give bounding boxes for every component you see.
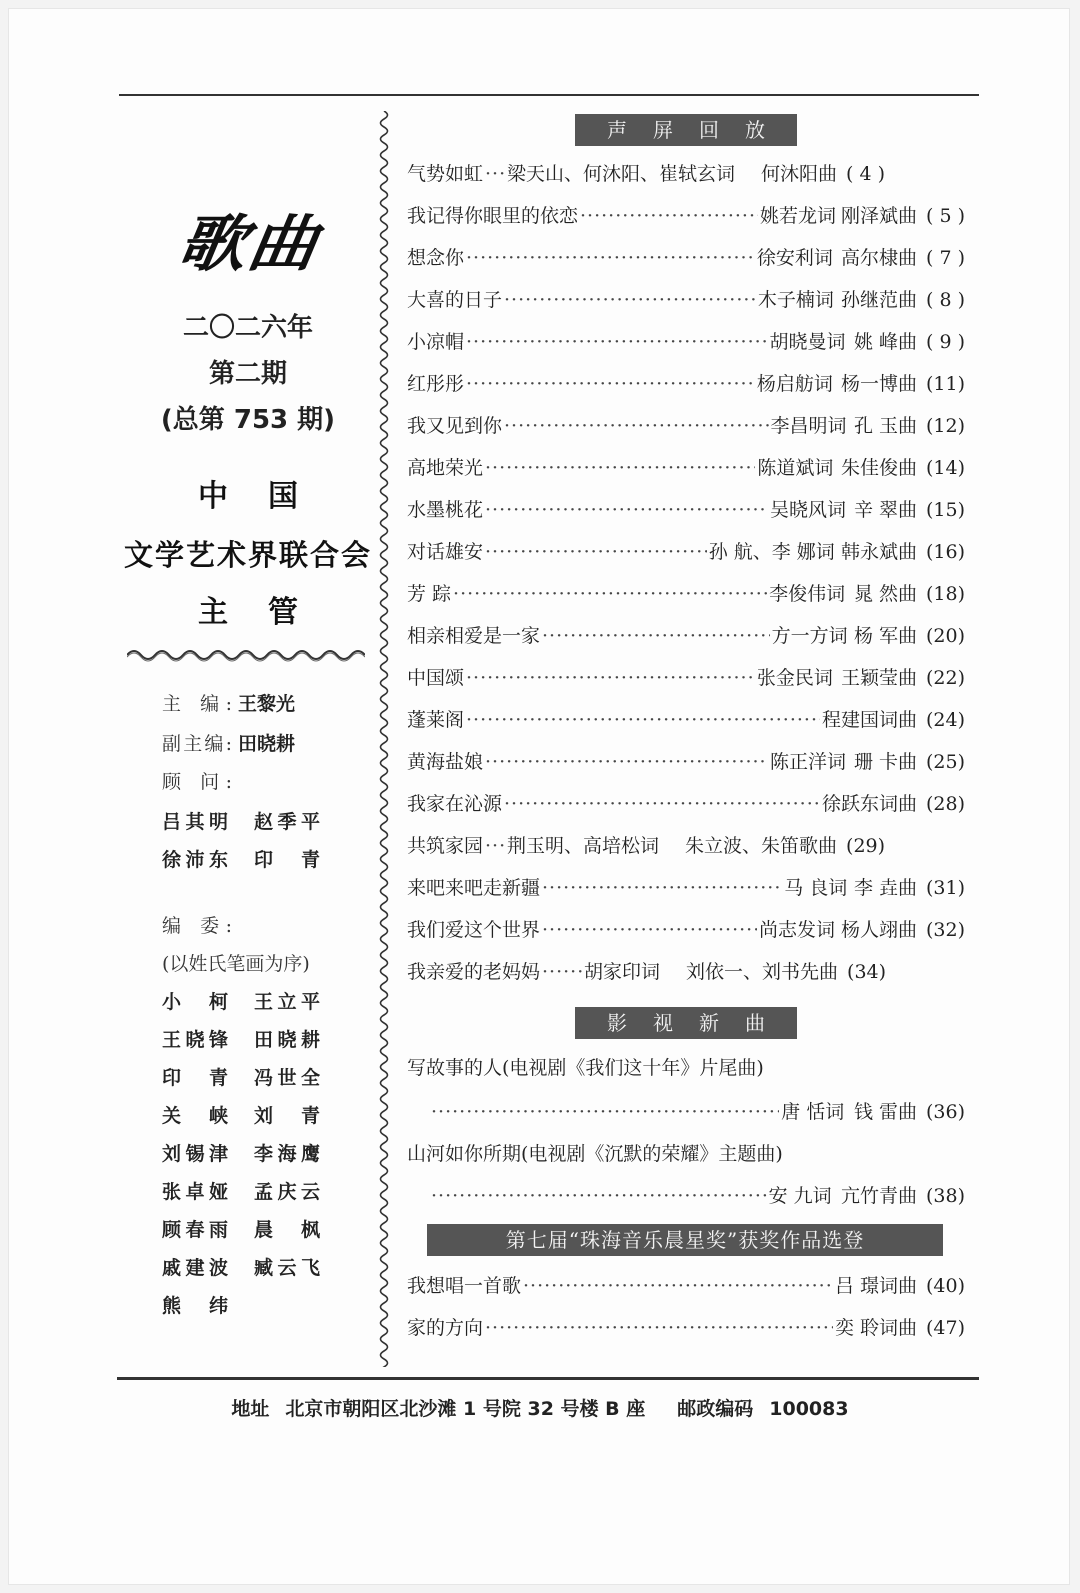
lyricist: 徐安利词 — [756, 247, 833, 269]
advisor-name: 吕其明 — [162, 811, 228, 833]
lyricist: 孙 航、李 娜词 — [708, 541, 835, 563]
toc-entry[interactable] — [407, 369, 965, 399]
composer: 杨一博曲 — [840, 373, 917, 395]
vertical-wave-divider — [377, 111, 391, 1367]
composer: 吕 璟词曲 — [834, 1275, 917, 1297]
dot-leader — [580, 201, 758, 231]
issue-year: 二〇二六年 — [182, 313, 313, 343]
toc-entry[interactable] — [407, 747, 965, 777]
toc-entry[interactable] — [407, 579, 965, 609]
page-number: (16) — [925, 541, 965, 563]
toc-entry[interactable] — [407, 411, 965, 441]
advisor-pair — [162, 807, 320, 834]
song-title[interactable]: 山河如你所期(电视剧《沉默的荣耀》主题曲) — [407, 1143, 783, 1165]
toc-entry[interactable] — [407, 285, 965, 315]
composer: 杨 军曲 — [853, 625, 917, 647]
composer: 晁 然曲 — [853, 583, 917, 605]
page-number: (32) — [925, 919, 965, 941]
dot-leader — [485, 537, 707, 567]
composer: 辛 翠曲 — [853, 499, 917, 521]
committee-pair — [162, 1101, 320, 1128]
committee-pair — [162, 1291, 228, 1318]
toc-entry[interactable] — [407, 243, 965, 273]
address-label: 地址 — [231, 1398, 270, 1420]
committee-pair — [162, 1139, 320, 1166]
postcode-label: 邮政编码 — [677, 1398, 754, 1420]
page-number: (36) — [925, 1101, 965, 1123]
sponsor-line-2: 文学艺术界联合会 — [123, 538, 372, 572]
composer: 亢竹青曲 — [840, 1185, 917, 1207]
dot-leader — [542, 915, 757, 945]
committee-line — [162, 911, 232, 938]
committee-pair — [162, 1253, 320, 1280]
lyricist: 梁天山、何沐阳、崔轼玄词 — [507, 163, 736, 185]
advisors-role: 顾 问: — [162, 771, 232, 793]
lyricist: 杨启舫词 — [756, 373, 833, 395]
composer: 奕 聆词曲 — [834, 1317, 917, 1339]
composer: 钱 雷曲 — [853, 1101, 917, 1123]
toc-entry[interactable] — [407, 1097, 965, 1127]
advisor-pair — [162, 845, 320, 872]
song-title: 小凉帽 — [407, 331, 465, 353]
committee-role: 编 委: — [162, 915, 232, 937]
issue-number: 第二期 — [208, 359, 287, 389]
page-number: (24) — [925, 709, 965, 731]
song-title: 想念你 — [407, 247, 465, 269]
committee-name: 孟庆云 — [254, 1181, 320, 1203]
committee-name: 刘锡津 — [162, 1143, 228, 1165]
toc-entry[interactable] — [407, 621, 965, 651]
toc-entry[interactable] — [407, 1313, 965, 1343]
lyricist: 荆玉明、高培松词 — [507, 835, 660, 857]
committee-name: 熊 纬 — [162, 1295, 228, 1317]
dot-leader — [466, 327, 767, 357]
composer: 何沐阳曲 — [761, 163, 838, 185]
committee-name: 晨 枫 — [254, 1219, 320, 1241]
dot-leader — [466, 663, 755, 693]
issue-total: (总第 753 期) — [160, 405, 336, 435]
composer: 杨人翊曲 — [840, 919, 917, 941]
dot-leader — [485, 159, 505, 189]
committee-pair — [162, 1063, 320, 1090]
toc-entry[interactable] — [407, 537, 965, 567]
composer: 珊 卡曲 — [853, 751, 917, 773]
committee-name: 王晓锋 — [162, 1029, 228, 1051]
toc-entry[interactable] — [407, 957, 965, 987]
page-number: (22) — [925, 667, 965, 689]
toc-page — [8, 8, 1070, 1585]
composer: 韩永斌曲 — [840, 541, 917, 563]
committee-name: 刘 青 — [254, 1105, 320, 1127]
composer: 徐跃东词曲 — [821, 793, 917, 815]
toc-entry[interactable] — [407, 663, 965, 693]
composer: 刘依一、刘书先曲 — [686, 961, 839, 983]
page-number: (20) — [925, 625, 965, 647]
page-number: (14) — [925, 457, 965, 479]
committee-name: 李海鹰 — [254, 1143, 320, 1165]
section-header: 第七届“珠海音乐晨星奖”获奖作品选登 — [427, 1224, 943, 1256]
committee-pair — [162, 1025, 320, 1052]
committee-name: 戚建波 — [162, 1257, 228, 1279]
dot-leader — [485, 453, 755, 483]
lyricist: 尚志发词 — [758, 919, 835, 941]
dot-leader — [523, 1271, 833, 1301]
top-rule — [119, 94, 979, 96]
song-title: 我记得你眼里的依恋 — [407, 205, 579, 227]
chief-editor-name: 王黎光 — [238, 693, 296, 715]
composer: 李 垚曲 — [853, 877, 917, 899]
committee-name: 顾春雨 — [162, 1219, 228, 1241]
song-title: 芳 踪 — [407, 583, 452, 605]
committee-name: 张卓娅 — [162, 1181, 228, 1203]
page-number: (11) — [925, 373, 965, 395]
dot-leader — [504, 411, 769, 441]
song-title: 大喜的日子 — [407, 289, 503, 311]
page-number: ( 4 ) — [846, 163, 886, 185]
lyricist: 李昌明词 — [770, 415, 847, 437]
committee-note: (以姓氏笔画为序) — [162, 953, 310, 975]
section-header: 声屏回放 — [575, 114, 797, 146]
sponsor-line-1: 中国 — [198, 479, 338, 514]
committee-pair — [162, 1215, 320, 1242]
toc-entry[interactable] — [407, 873, 965, 903]
toc-entry[interactable] — [407, 327, 965, 357]
song-title: 对话雄安 — [407, 541, 484, 563]
dot-leader — [485, 747, 768, 777]
toc-entry[interactable] — [407, 1181, 965, 1211]
song-title: 我们爱这个世界 — [407, 919, 541, 941]
committee-name: 田晓耕 — [254, 1029, 320, 1051]
song-title: 家的方向 — [407, 1317, 484, 1339]
committee-name: 印 青 — [162, 1067, 228, 1089]
dot-leader — [431, 1181, 767, 1211]
page-number: ( 7 ) — [926, 247, 965, 269]
lyricist: 安 九词 — [768, 1185, 832, 1207]
toc-entry[interactable] — [407, 915, 965, 945]
lyricist: 唐 恬词 — [781, 1101, 845, 1123]
song-title: 气势如虹 — [407, 163, 484, 185]
chief-editor-role: 主 编: — [162, 693, 232, 715]
song-title: 我又见到你 — [407, 415, 503, 437]
page-number: (25) — [925, 751, 965, 773]
page-number: (18) — [925, 583, 965, 605]
dot-leader — [485, 831, 505, 861]
song-title: 我亲爱的老妈妈 — [407, 961, 541, 983]
lyricist: 张金民词 — [756, 667, 833, 689]
composer: 朱立波、朱笛歌曲 — [685, 835, 838, 857]
dot-leader — [504, 285, 756, 315]
composer: 刚泽斌曲 — [840, 205, 917, 227]
advisor-name: 徐沛东 — [162, 849, 228, 871]
chief-editor-line — [162, 689, 295, 716]
page-number: ( 9 ) — [926, 331, 965, 353]
toc-entry[interactable] — [407, 1271, 965, 1301]
dot-leader — [485, 495, 768, 525]
toc-entry[interactable] — [407, 831, 965, 861]
advisor-name: 赵季平 — [254, 811, 320, 833]
song-title: 黄海盐娘 — [407, 751, 484, 773]
toc-entry[interactable] — [407, 495, 965, 525]
page-number: (34) — [847, 961, 887, 983]
dot-leader — [542, 873, 782, 903]
dot-leader — [542, 621, 770, 651]
sponsor-line-3: 主管 — [198, 595, 338, 630]
deputy-editor-role: 副主编: — [162, 733, 232, 755]
footer-address — [9, 1394, 1071, 1421]
deputy-editor-line — [162, 729, 295, 756]
committee-pair — [162, 1177, 320, 1204]
lyricist: 方一方词 — [771, 625, 848, 647]
lyricist: 胡晓曼词 — [769, 331, 846, 353]
committee-name: 冯世全 — [254, 1067, 320, 1089]
lyricist: 吴晓风词 — [770, 499, 847, 521]
page-number: (47) — [925, 1317, 965, 1339]
toc-entry[interactable] — [407, 201, 965, 231]
composer: 孙继范曲 — [840, 289, 917, 311]
wave-ornament — [127, 647, 365, 663]
song-title: 共筑家园 — [407, 835, 484, 857]
lyricist: 陈道斌词 — [757, 457, 834, 479]
section-header: 影视新曲 — [575, 1007, 797, 1039]
deputy-editor-name: 田晓耕 — [238, 733, 296, 755]
bottom-rule — [117, 1377, 979, 1380]
song-title[interactable]: 写故事的人(电视剧《我们这十年》片尾曲) — [407, 1057, 764, 1079]
song-title: 红彤彤 — [407, 373, 465, 395]
committee-name: 王立平 — [254, 991, 320, 1013]
page-number: (15) — [925, 499, 965, 521]
committee-pair — [162, 987, 320, 1014]
toc-entry[interactable] — [407, 159, 965, 189]
page-number: (31) — [925, 877, 965, 899]
toc-entry[interactable] — [407, 453, 965, 483]
dot-leader — [431, 1097, 779, 1127]
lyricist: 姚若龙词 — [759, 205, 836, 227]
address-text: 北京市朝阳区北沙滩 1 号院 32 号楼 B 座 — [285, 1398, 646, 1420]
song-title: 我家在沁源 — [407, 793, 503, 815]
page-number: (40) — [925, 1275, 965, 1297]
magazine-title: 歌曲 — [173, 208, 324, 281]
postcode-value: 100083 — [769, 1398, 849, 1420]
toc-entry[interactable] — [407, 789, 965, 819]
dot-leader — [453, 579, 767, 609]
committee-name: 臧云飞 — [254, 1257, 320, 1279]
composer: 高尔棣曲 — [840, 247, 917, 269]
composer: 王颖莹曲 — [840, 667, 917, 689]
song-title: 高地荣光 — [407, 457, 484, 479]
page-number: (28) — [925, 793, 965, 815]
composer: 姚 峰曲 — [853, 331, 917, 353]
song-title: 水墨桃花 — [407, 499, 484, 521]
dot-leader — [466, 243, 755, 273]
page-number: ( 5 ) — [926, 205, 965, 227]
page-number: ( 8 ) — [926, 289, 965, 311]
song-title: 相亲相爱是一家 — [407, 625, 541, 647]
composer: 孔 玉曲 — [853, 415, 917, 437]
lyricist: 李俊伟词 — [769, 583, 846, 605]
page-number: (12) — [925, 415, 965, 437]
dot-leader — [466, 705, 820, 735]
page-number: (29) — [846, 835, 886, 857]
song-title: 我想唱一首歌 — [407, 1275, 522, 1297]
committee-name: 关 峡 — [162, 1105, 228, 1127]
lyricist: 胡家印词 — [584, 961, 661, 983]
composer: 程建国词曲 — [821, 709, 917, 731]
page-number: (38) — [925, 1185, 965, 1207]
lyricist: 马 良词 — [784, 877, 848, 899]
dot-leader — [504, 789, 820, 819]
lyricist: 陈正洋词 — [770, 751, 847, 773]
dot-leader — [466, 369, 755, 399]
song-title: 蓬莱阁 — [407, 709, 465, 731]
committee-name: 小 柯 — [162, 991, 228, 1013]
toc-entry[interactable] — [407, 705, 965, 735]
advisor-name: 印 青 — [254, 849, 320, 871]
dot-leader — [485, 1313, 833, 1343]
composer: 朱佳俊曲 — [840, 457, 917, 479]
lyricist: 木子楠词 — [757, 289, 834, 311]
song-title: 来吧来吧走新疆 — [407, 877, 541, 899]
advisors-line — [162, 767, 232, 794]
dot-leader — [542, 957, 582, 987]
song-title: 中国颂 — [407, 667, 465, 689]
